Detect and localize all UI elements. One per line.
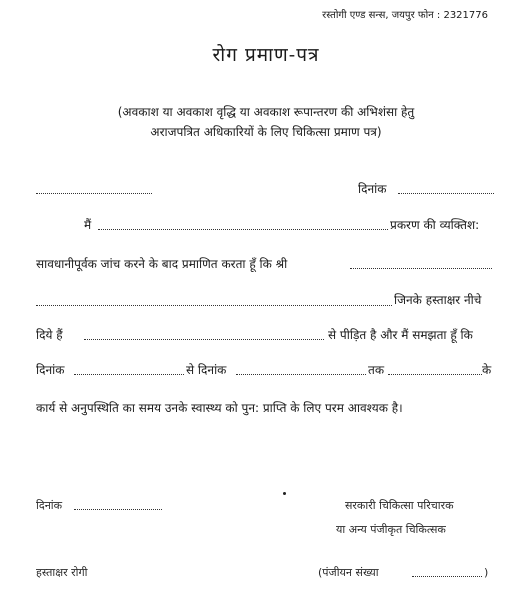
registration-number-label: (पंजीयन संख्या bbox=[318, 566, 379, 579]
patient-name-continued-field[interactable] bbox=[36, 305, 392, 306]
patient-name-field[interactable] bbox=[350, 268, 492, 269]
suffering-text: से पीड़ित है और मैं समझता हूँ कि bbox=[328, 328, 473, 342]
to-date-label: से दिनांक bbox=[186, 363, 227, 377]
to-date-field[interactable] bbox=[236, 374, 366, 375]
doctor-intro-label: मैं bbox=[84, 218, 92, 232]
from-date-field[interactable] bbox=[74, 374, 184, 375]
registration-close-paren: ) bbox=[484, 566, 489, 579]
from-date-label: दिनांक bbox=[36, 363, 65, 377]
footer-date-field[interactable] bbox=[74, 509, 162, 510]
illness-field[interactable] bbox=[84, 339, 324, 340]
doctor-name-field[interactable] bbox=[98, 229, 388, 230]
patient-signature-label: हस्ताक्षर रोगी bbox=[36, 566, 88, 579]
date-label: दिनांक bbox=[358, 182, 387, 196]
reference-number-field[interactable] bbox=[36, 193, 152, 194]
footer-date-label: दिनांक bbox=[36, 499, 63, 512]
given-label: दिये हैं bbox=[36, 328, 63, 342]
date-field[interactable] bbox=[398, 193, 494, 194]
case-personally-label: प्रकरण की व्यक्तिश: bbox=[390, 218, 480, 232]
until-field[interactable] bbox=[388, 374, 482, 375]
page-title: रोग प्रमाण-पत्र bbox=[212, 44, 320, 66]
registration-number-field[interactable] bbox=[412, 576, 482, 577]
government-doctor-label: सरकारी चिकित्सा परिचारक bbox=[345, 499, 454, 512]
subtitle-line-2: अराजपत्रित अधिकारियों के लिए चिकित्सा प्रमाण पत्र) bbox=[150, 125, 382, 139]
ink-mark bbox=[283, 492, 286, 495]
certify-text: सावधानीपूर्वक जांच करने के बाद प्रमाणित करता हूँ कि श्री bbox=[36, 257, 288, 271]
publisher-info: रस्तोगी एण्ड सन्स, जयपुर फोन : 2321776 bbox=[322, 10, 488, 21]
registered-doctor-label: या अन्य पंजीकृत चिकित्सक bbox=[336, 523, 446, 536]
until-label: तक bbox=[368, 363, 385, 377]
subtitle-line-1: (अवकाश या अवकाश वृद्धि या अवकाश रूपान्तरण की अभिशंसा हेतु bbox=[117, 105, 415, 119]
signature-below-label: जिनके हस्ताक्षर नीचे bbox=[394, 293, 482, 307]
absence-necessary-text: कार्य से अनुपस्थिति का समय उनके स्वास्थ्य को पुन: प्राप्ति के लिए परम आवश्यक है। bbox=[36, 401, 403, 415]
of-label: के bbox=[482, 363, 492, 377]
